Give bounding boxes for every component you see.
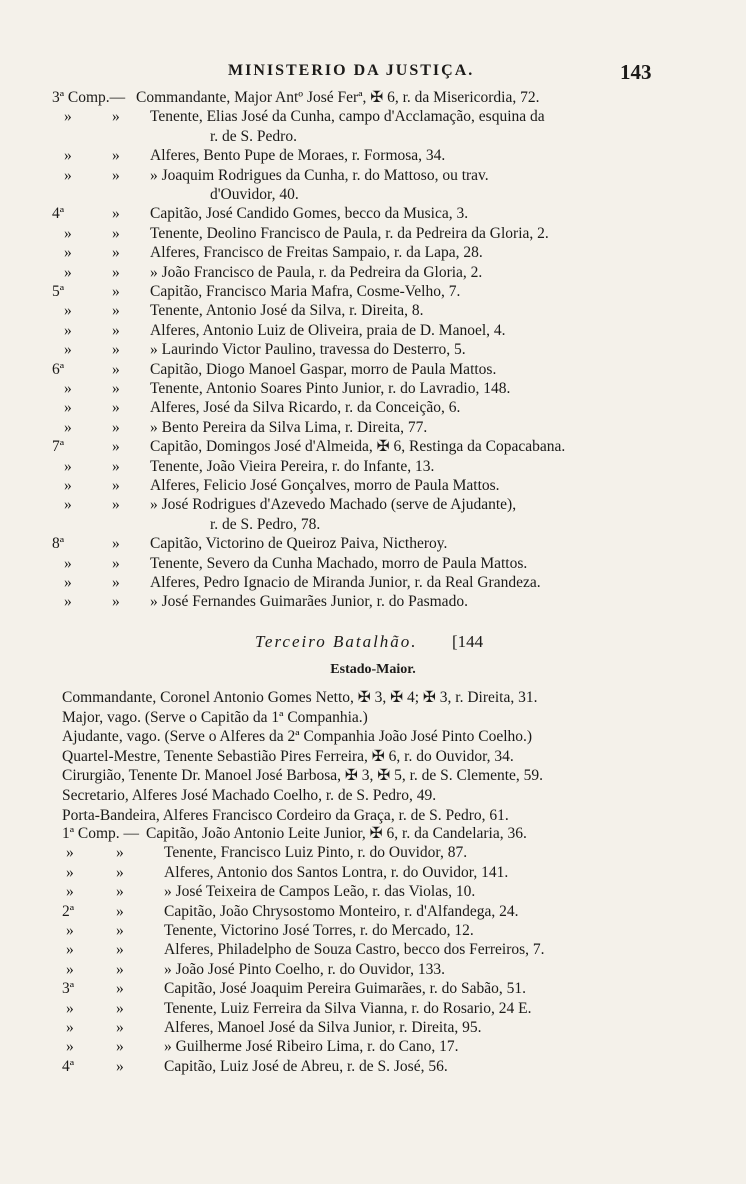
list-item (0, 166, 746, 186)
list-item (0, 282, 746, 302)
list-item: Cirurgião, Tenente Dr. Manoel José Barbosa, ✠ 3, ✠ 5, r. de S. Clemente, 59. (62, 767, 544, 785)
entry-text: Tenente, Severo da Cunha Machado, morro de Paula Mattos. (150, 554, 528, 572)
ditto-marker: » (112, 166, 120, 184)
company-marker: » (64, 147, 72, 165)
company-marker: » (64, 302, 72, 320)
company-marker: » (64, 399, 72, 417)
ditto-marker: » (112, 341, 120, 359)
entry-text: Alferes, Francisco de Freitas Sampaio, r. da Lapa, 28. (150, 244, 483, 262)
entry-text: Capitão, José Joaquim Pereira Guimarães, r. do Sabão, 51. (164, 980, 527, 998)
company-marker: » (64, 477, 72, 494)
list-item: Quartel-Mestre, Tenente Sebastião Pires Ferreira, ✠ 6, r. do Ouvidor, 34. (62, 747, 514, 765)
company-marker: » (64, 263, 72, 281)
ditto-marker: » (112, 244, 120, 262)
list-item (0, 88, 746, 108)
list-item: Porta-Bandeira, Alferes Francisco Cordeiro da Graça, r. de S. Pedro, 61. (62, 806, 509, 824)
entry-text: Tenente, Antonio Soares Pinto Junior, r. do Lavradio, 148. (150, 380, 511, 397)
ditto-marker: » (112, 224, 120, 242)
entry-text: Alferes, Felicio José Gonçalves, morro de Paula Mattos. (150, 477, 500, 494)
ditto-marker: » (112, 399, 120, 417)
entry-text: Capitão, Domingos José d'Almeida, ✠ 6, Restinga da Copacabana. (150, 438, 566, 456)
entry-text: » Laurindo Victor Paulino, travessa do Desterro, 5. (150, 341, 466, 359)
list-item (0, 940, 746, 960)
company-marker: » (64, 593, 72, 611)
company-marker: » (66, 960, 74, 978)
list-item (0, 107, 746, 127)
ditto-marker: » (112, 574, 120, 591)
company-marker: » (64, 244, 72, 262)
ditto-marker: » (116, 1019, 124, 1036)
ditto-marker: » (112, 554, 120, 572)
entry-text: d'Ouvidor, 40. (210, 186, 299, 203)
list-item (0, 1018, 746, 1038)
company-marker: » (64, 341, 72, 359)
entry-text: » José Fernandes Guimarães Junior, r. do Pasmado. (150, 593, 468, 611)
entry-text: » João Francisco de Paula, r. da Pedreira da Gloria, 2. (150, 263, 483, 281)
page-header (0, 62, 746, 86)
list-item (0, 146, 746, 166)
list-item: Major, vago. (Serve o Capitão da 1ª Companhia.) (62, 708, 368, 726)
entry-text: Tenente, Elias José da Cunha, campo d'Acclamação, esquina da (150, 108, 545, 126)
company-marker: » (66, 844, 74, 862)
entry-text: » Bento Pereira da Silva Lima, r. Direita, 77. (150, 418, 428, 436)
list-item (0, 882, 746, 902)
entry-text: Alferes, José da Silva Ricardo, r. da Conceição, 6. (150, 399, 461, 417)
company-marker: 6ª (52, 360, 65, 378)
ditto-marker: » (112, 380, 120, 397)
entry-text: Capitão, Francisco Maria Mafra, Cosme-Velho, 7. (150, 283, 461, 300)
list-item (0, 476, 746, 496)
company-marker: 2ª (62, 902, 75, 920)
company-marker: » (66, 883, 74, 901)
company-marker: » (64, 166, 72, 184)
list-item (0, 843, 746, 863)
list-item (0, 263, 746, 283)
ditto-marker: » (116, 902, 124, 920)
company-marker: » (66, 863, 74, 881)
list-item (0, 127, 746, 147)
ditto-marker: » (112, 205, 120, 223)
ditto-marker: » (112, 438, 120, 456)
entry-text: Tenente, Antonio José da Silva, r. Direita, 8. (150, 302, 424, 320)
ditto-marker: » (112, 108, 120, 126)
list-item (0, 243, 746, 263)
list-item (0, 185, 746, 205)
next-page-ref: [144 (452, 632, 484, 651)
list-item (0, 495, 746, 515)
list-item (0, 979, 746, 999)
company-marker: 8ª (52, 535, 65, 553)
company-marker: » (66, 1019, 74, 1036)
company-marker: » (64, 418, 72, 436)
ditto-marker: » (112, 147, 120, 165)
entry-text: Capitão, Diogo Manoel Gaspar, morro de Paula Mattos. (150, 360, 497, 378)
entry-text: Tenente, Luiz Ferreira da Silva Vianna, r. do Rosario, 24 E. (164, 999, 532, 1017)
ditto-marker: » (112, 593, 120, 611)
entry-text: Tenente, João Vieira Pereira, r. do Infante, 13. (150, 457, 435, 475)
list-item (0, 418, 746, 438)
entry-text: Alferes, Manoel José da Silva Junior, r. Direita, 95. (164, 1019, 482, 1036)
list-item (0, 1037, 746, 1057)
ditto-marker: » (112, 302, 120, 320)
page-number: 143 (620, 60, 652, 84)
list-item (0, 960, 746, 980)
ditto-marker: » (116, 941, 124, 959)
company-marker: 5ª (52, 283, 65, 300)
entry-text: Capitão, Luiz José de Abreu, r. de S. José, 56. (164, 1057, 448, 1075)
entry-text: » Guilherme José Ribeiro Lima, r. do Cano, 17. (164, 1038, 459, 1056)
ditto-marker: » (112, 283, 120, 300)
list-item (0, 457, 746, 477)
ditto-marker: » (116, 922, 124, 939)
list-item (0, 573, 746, 593)
company-marker: 7ª (52, 438, 65, 456)
ditto-marker: » (112, 457, 120, 475)
ditto-marker: » (116, 844, 124, 862)
company-marker: 3ª Comp.— (52, 89, 126, 106)
company-marker: » (64, 496, 72, 514)
list-item (0, 999, 746, 1019)
entry-text: » João José Pinto Coelho, r. do Ouvidor, 133. (164, 960, 445, 978)
list-item (0, 437, 746, 457)
entry-text: Capitão, Victorino de Queiroz Paiva, Nictheroy. (150, 535, 448, 553)
list-item (0, 340, 746, 360)
entry-text: r. de S. Pedro. (210, 127, 297, 145)
company-marker: » (66, 1038, 74, 1056)
list-item (0, 321, 746, 341)
list-item (0, 204, 746, 224)
entry-text: Alferes, Antonio Luiz de Oliveira, praia de D. Manoel, 4. (150, 321, 506, 339)
list-item (0, 515, 746, 535)
company-marker: 4ª (52, 205, 65, 223)
list-item (0, 921, 746, 941)
ditto-marker: » (112, 418, 120, 436)
ditto-marker: » (112, 535, 120, 553)
company-marker: » (66, 941, 74, 959)
company-marker: » (64, 321, 72, 339)
ditto-marker: » (112, 477, 120, 494)
entry-text: Alferes, Bento Pupe de Moraes, r. Formosa, 34. (150, 147, 446, 165)
running-title: MINISTERIO DA JUSTIÇA. (228, 62, 475, 79)
list-item (0, 592, 746, 612)
list-item (0, 824, 746, 844)
company-marker: » (66, 999, 74, 1017)
entry-text: Capitão, José Candido Gomes, becco da Musica, 3. (150, 205, 469, 223)
ditto-marker: » (112, 321, 120, 339)
ditto-marker: » (112, 496, 120, 514)
company-marker: » (64, 574, 72, 591)
entry-text: » Joaquim Rodrigues da Cunha, r. do Mattoso, ou trav. (150, 166, 489, 184)
entry-text: Alferes, Antonio dos Santos Lontra, r. do Ouvidor, 141. (164, 863, 509, 881)
entry-text: Commandante, Major Antº José Ferª, ✠ 6, r. da Misericordia, 72. (136, 89, 540, 106)
list-item: Commandante, Coronel Antonio Gomes Netto, ✠ 3, ✠ 4; ✠ 3, r. Direita, 31. (62, 689, 538, 706)
ditto-marker: » (116, 883, 124, 901)
company-marker: 1ª Comp. — (62, 825, 140, 842)
list-item (0, 301, 746, 321)
list-item (0, 1057, 746, 1077)
ditto-marker: » (116, 980, 124, 998)
ditto-marker: » (116, 999, 124, 1017)
entry-text: Tenente, Victorino José Torres, r. do Mercado, 12. (164, 922, 474, 939)
company-marker: » (64, 380, 72, 397)
subheading: Estado-Maior. (330, 662, 416, 677)
entry-text: Capitão, João Antonio Leite Junior, ✠ 6, r. da Candelaria, 36. (146, 825, 527, 842)
company-marker: » (64, 108, 72, 126)
entry-text: Alferes, Pedro Ignacio de Miranda Junior, r. da Real Grandeza. (150, 574, 541, 591)
ditto-marker: » (112, 263, 120, 281)
list-item (0, 360, 746, 380)
ditto-marker: » (112, 360, 120, 378)
list-item (0, 379, 746, 399)
ditto-marker: » (116, 1038, 124, 1056)
section-title (0, 632, 746, 654)
entry-text: Capitão, João Chrysostomo Monteiro, r. d'Alfandega, 24. (164, 902, 519, 920)
company-marker: » (64, 554, 72, 572)
list-item: Ajudante, vago. (Serve o Alferes da 2ª Companhia João José Pinto Coelho.) (62, 728, 533, 746)
ditto-marker: » (116, 960, 124, 978)
list-item (0, 534, 746, 554)
list-item (0, 863, 746, 883)
entry-text: » José Rodrigues d'Azevedo Machado (serve de Ajudante), (150, 496, 517, 514)
list-item (0, 224, 746, 244)
list-item: Secretario, Alferes José Machado Coelho, r. de S. Pedro, 49. (62, 787, 437, 804)
entry-text: Tenente, Deolino Francisco de Paula, r. da Pedreira da Gloria, 2. (150, 224, 549, 242)
entry-text: Tenente, Francisco Luiz Pinto, r. do Ouvidor, 87. (164, 844, 468, 862)
list-item (0, 398, 746, 418)
entry-text: r. de S. Pedro, 78. (210, 515, 321, 533)
list-item (0, 554, 746, 574)
entry-text: Alferes, Philadelpho de Souza Castro, becco dos Ferreiros, 7. (164, 941, 545, 959)
list-item (0, 902, 746, 922)
ditto-marker: » (116, 863, 124, 881)
company-marker: » (66, 922, 74, 939)
section-title-text: Terceiro Batalhão. (255, 632, 418, 651)
company-marker: » (64, 457, 72, 475)
company-marker: 4ª (62, 1057, 75, 1075)
company-marker: 3ª (62, 980, 75, 998)
company-marker: » (64, 224, 72, 242)
ditto-marker: » (116, 1057, 124, 1075)
entry-text: » José Teixeira de Campos Leão, r. das Violas, 10. (164, 883, 476, 901)
